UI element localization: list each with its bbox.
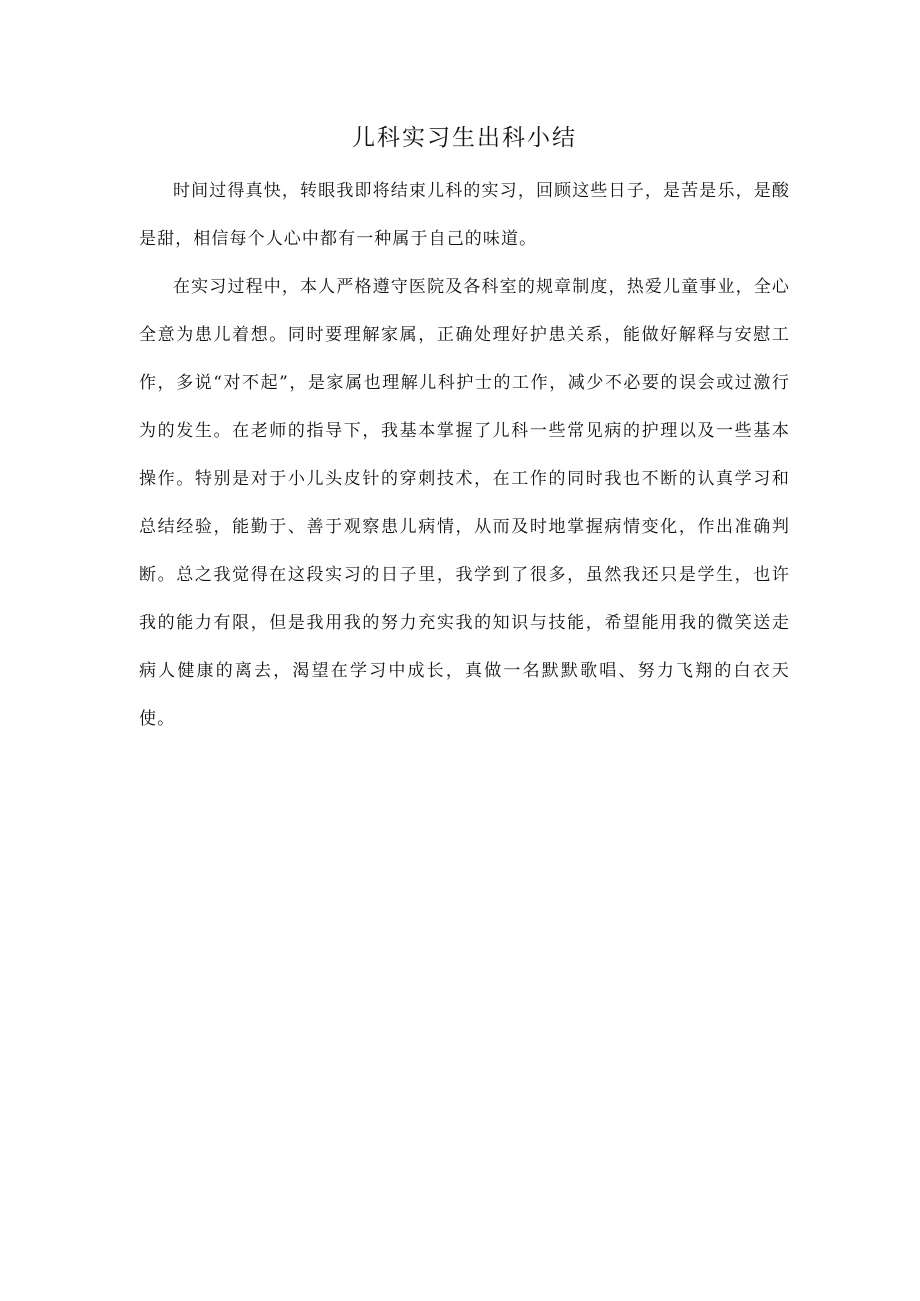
paragraph-body: 在实习过程中，本人严格遵守医院及各科室的规章制度，热爱儿童事业，全心全意为患儿着想。同时要理解家属，正确处理好护患关系，能做好解释与安慰工作，多说“对不起”，是家属也理解儿科护士的工作，减少不必要的误会或过激行为的发生。在老师的指导下，我基本掌握了儿科一些常见病的护理以及一些基本操作。特别是对于小儿头皮针的穿刺技术，在工作的同时我也不断的认真学习和总结经验，能勤于、善于观察患儿病情，从而及时地掌握病情变化，作出准确判断。总之我觉得在这段实习的日子里，我学到了很多，虽然我还只是学生，也许我的能力有限，但是我用我的努力充实我的知识与技能，希望能用我的微笑送走病人健康的离去，渴望在学习中成长，真做一名默默歌唱、努力飞翔的白衣天使。 bbox=[139, 277, 790, 729]
paragraph-intro: 时间过得真快，转眼我即将结束儿科的实习，回顾这些日子，是苦是乐，是酸是甜，相信每个人心中都有一种属于自己的味道。 bbox=[139, 181, 790, 249]
document-title: 儿科实习生出科小结 bbox=[352, 125, 577, 151]
document-page bbox=[139, 118, 790, 743]
